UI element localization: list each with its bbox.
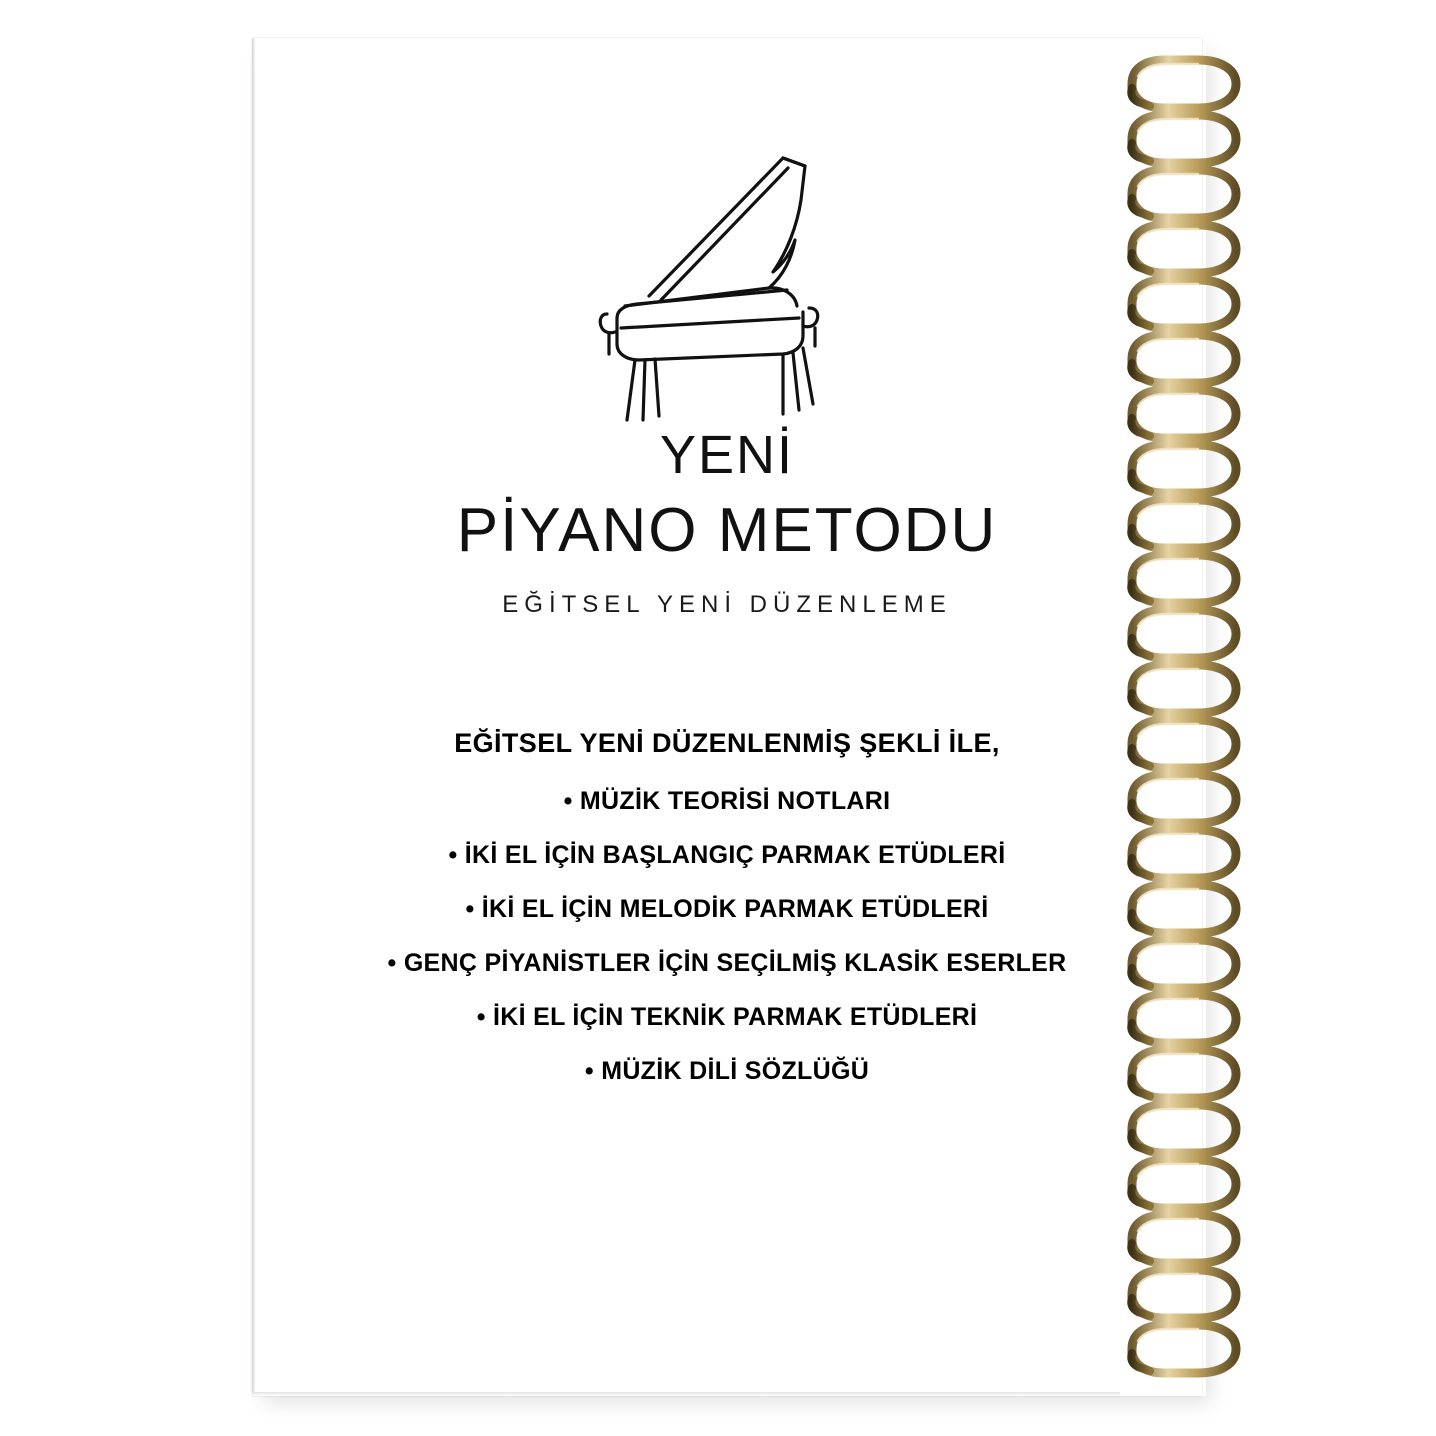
list-item: • İKİ EL İÇİN TEKNİK PARMAK ETÜDLERİ xyxy=(476,1003,978,1031)
notebook-cover xyxy=(252,38,1202,1396)
list-item: • GENÇ PİYANİSTLER İÇİN SEÇİLMİŞ KLASİK ESERLER xyxy=(387,949,1067,977)
features-heading: EĞİTSEL YENİ DÜZENLENMİŞ ŞEKLİ İLE, xyxy=(454,728,1000,758)
grand-piano-icon xyxy=(252,148,1202,433)
list-item: • MÜZİK DİLİ SÖZLÜĞÜ xyxy=(584,1057,870,1085)
list-item: • İKİ EL İÇİN MELODİK PARMAK ETÜDLERİ xyxy=(465,895,989,923)
spine-band xyxy=(1120,38,1202,1396)
cover-title-block xyxy=(252,426,1202,619)
list-item: • MÜZİK TEORİSİ NOTLARI xyxy=(563,787,891,815)
page-edge-left xyxy=(252,38,255,1396)
title-line-1: YENİ xyxy=(659,425,795,485)
list-item: • İKİ EL İÇİN BAŞLANGIÇ PARMAK ETÜDLERİ xyxy=(448,841,1006,869)
title-line-2: PİYANO METODU xyxy=(456,496,998,566)
cover-subtitle: EĞİTSEL YENİ DÜZENLEME xyxy=(502,590,952,618)
features-block xyxy=(252,728,1202,1111)
page-edge-bottom xyxy=(252,1392,1202,1396)
